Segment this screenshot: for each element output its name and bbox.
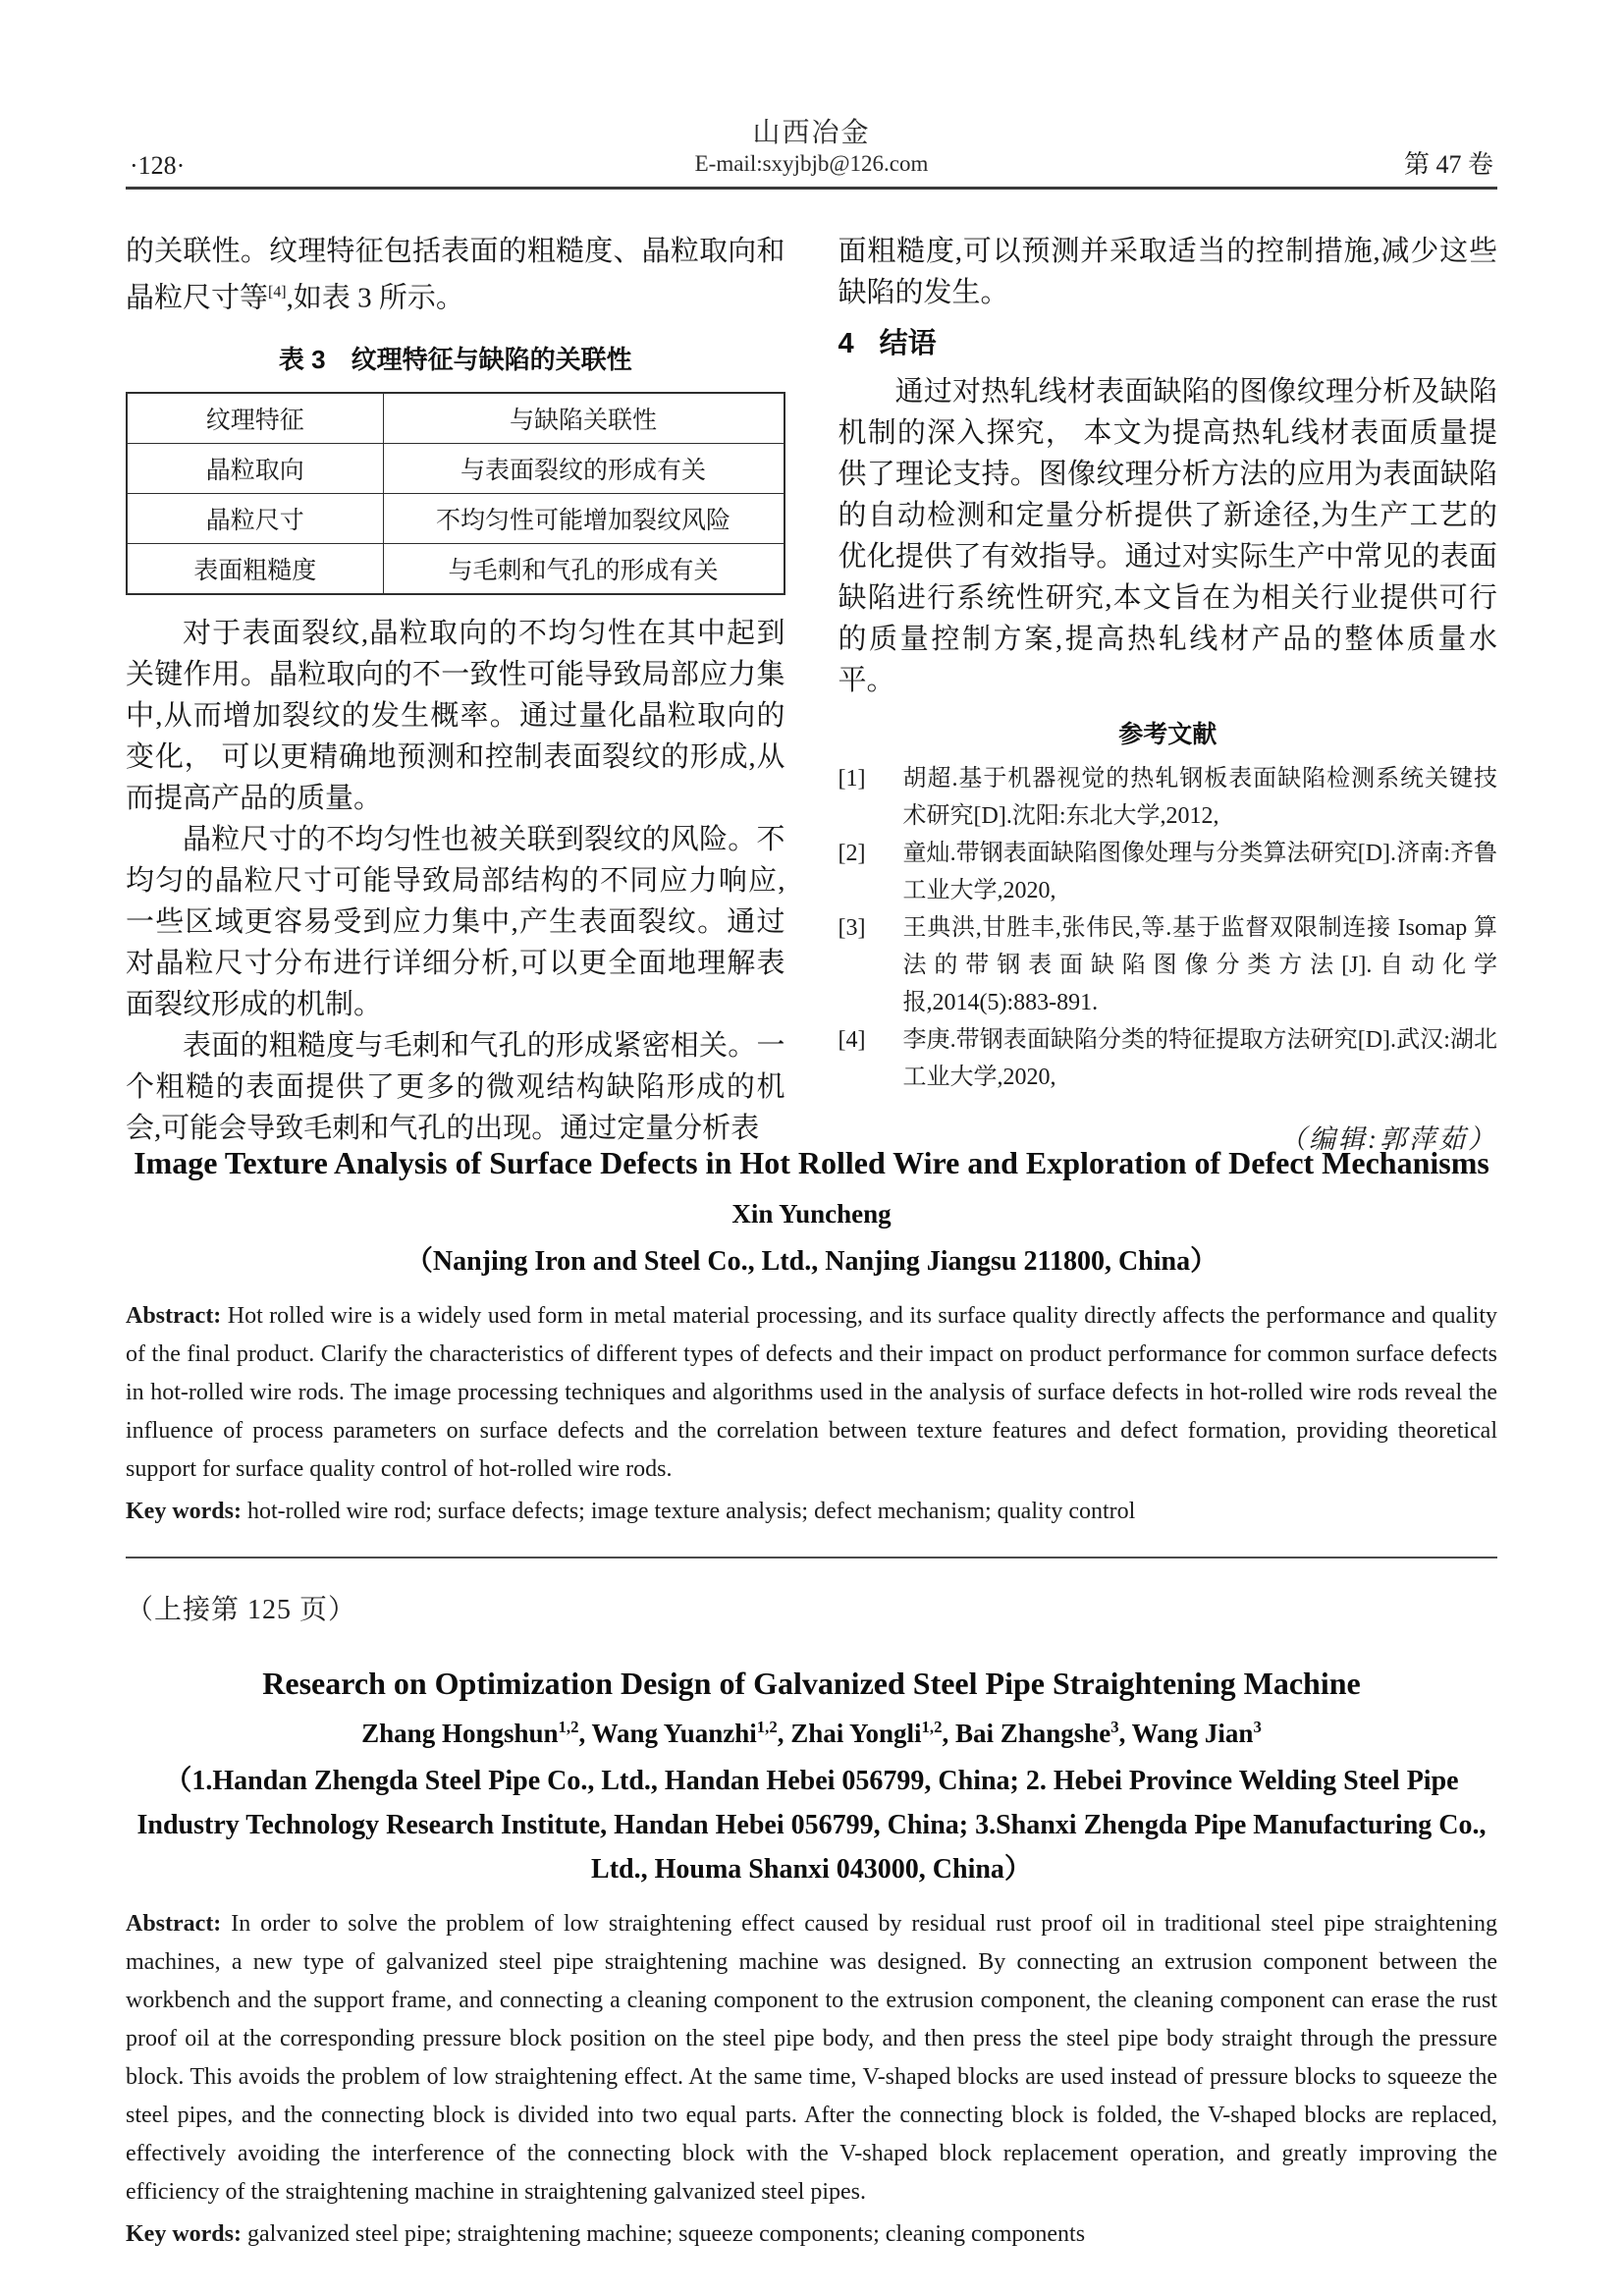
paper2-abstract [126, 1905, 1497, 2212]
reference-item [839, 1021, 1498, 1096]
journal-email: E-mail:sxyjbjb@126.com [694, 151, 929, 176]
continued-from-note: （上接第 125 页） [126, 1594, 357, 1625]
paper2-authors [126, 1718, 1497, 1749]
reference-item [839, 909, 1498, 1021]
page-number: ·128· [130, 150, 186, 180]
paper1-affiliation: （Nanjing Iron and Steel Co., Ltd., Nanjing Jiangsu 211800, China） [405, 1245, 1218, 1277]
citation-4-superscript: [4] [268, 283, 287, 301]
section-title: 结语 [879, 327, 937, 359]
reference-text: 童灿.带钢表面缺陷图像处理与分类算法研究[D].济南:齐鲁工业大学,2020, [902, 840, 1497, 903]
table-cell: 与表面裂纹的形成有关 [383, 444, 784, 494]
body-paragraph-grain-size: 晶粒尺寸的不均匀性也被关联到裂纹的风险。不均匀的晶粒尺寸可能导致局部结构的不同应力响应,一些区域更容易受到应力集中,产生表面裂纹。通过对晶粒尺寸分布进行详细分析,可以更全面地理解表面裂纹形成的机制。 [126, 824, 785, 1021]
table-row [127, 494, 784, 544]
reference-item [839, 835, 1498, 909]
author-separator: , [578, 1718, 592, 1748]
references-heading: 参考文献 [1118, 720, 1217, 748]
paper1-abstract [126, 1297, 1497, 1489]
paper1-title: Image Texture Analysis of Surface Defects in Hot Rolled Wire and Exploration of Defect Mechanisms [134, 1144, 1489, 1180]
table-row [127, 444, 784, 494]
reference-text: 胡超.基于机器视觉的热轧钢板表面缺陷检测系统关键技术研究[D].沈阳:东北大学,2012, [902, 765, 1497, 829]
keywords-label: Key words: [126, 2220, 242, 2247]
abstract-text: In order to solve the problem of low straightening effect caused by residual rust proof oil in traditional steel pipe straightening machines, a new type of galvanized steel pipe straightening machine was designed. By connecting an extrusion component between the workbench and the support frame, and connecting a cleaning component to the extrusion component, the cleaning component can erase the rust proof oil at the corresponding pressure block position on the steel pipe body, and then press the steel pipe body straight through the pressure block. This avoids the problem of low straightening effect. At the same time, V-shaped blocks are used instead of pressure blocks to squeeze the steel pipes, and the connecting block is divided into two equal parts. After the connecting block is folded, the V-shaped blocks are replaced, effectively avoiding the interference of the connecting block with the V-shaped block replacement operation, and greatly improving the efficiency of the straightening machine in straightening galvanized steel pipes. [126, 1910, 1497, 2205]
journal-masthead [126, 116, 1497, 187]
paper1-english-block [126, 1140, 1497, 1531]
table-header-cell: 纹理特征 [127, 393, 383, 444]
table-cell: 晶粒尺寸 [127, 494, 383, 544]
paper2-title: Research on Optimization Design of Galvanized Steel Pipe Straightening Machine [262, 1665, 1361, 1701]
reference-number: [4] [838, 1026, 866, 1053]
abstract-text: Hot rolled wire is a widely used form in metal material processing, and its surface quality directly affects the performance and quality of the final product. Clarify the characteristics of different types of defects and their impact on product performance for common surface defects in hot-rolled wire rods. The image processing techniques and algorithms used in the analysis of surface defects in hot-rolled wire rods reveal the influence of process parameters on surface defects and the correlation between texture features and defect formation, providing theoretical support for surface quality control of hot-rolled wire rods. [126, 1302, 1497, 1482]
paper2-english-block [126, 1661, 1497, 2254]
keywords-text: hot-rolled wire rod; surface defects; image texture analysis; defect mechanism; quality control [241, 1498, 1136, 1524]
table-cell: 晶粒取向 [127, 444, 383, 494]
left-column [126, 231, 785, 1145]
chinese-two-column-section [126, 231, 1497, 1154]
author-affil-superscript: 1,2 [756, 1717, 778, 1736]
author-name: Wang Jian [1131, 1718, 1254, 1748]
page-content [126, 0, 1497, 2254]
conclusion-paragraph: 通过对热轧线材表面缺陷的图像纹理分析及缺陷机制的深入探究， 本文为提高热轧线材表面质量提供了理论支持。图像纹理分析方法的应用为表面缺陷的自动检测和定量分析提供了新途径,为生产工艺的优化提供了有效指导。通过对实际生产中常见的表面缺陷进行系统性研究,本文旨在为相关行业提供可行的质量控制方案,提高热轧线材产品的整体质量水平。 [838, 375, 1497, 696]
author-separator: , [942, 1718, 955, 1748]
author-separator: , [777, 1718, 791, 1748]
section-number: 4 [838, 327, 854, 359]
table-header-cell: 与缺陷关联性 [383, 393, 784, 444]
author-name: Bai Zhangshe [954, 1718, 1111, 1748]
section-heading-conclusion [839, 321, 1498, 361]
body-paragraph-grain-orientation: 对于表面裂纹,晶粒取向的不均匀性在其中起到关键作用。晶粒取向的不一致性可能导致局部应力集中,从而增加裂纹的发生概率。通过量化晶粒取向的变化， 可以更精确地预测和控制表面裂纹的形成,从而提高产品的质量。 [126, 618, 785, 815]
author-affil-superscript: 3 [1253, 1717, 1262, 1736]
intro-text-post: ,如表 3 所示。 [286, 282, 464, 314]
keywords-label: Key words: [126, 1498, 242, 1524]
reference-number: [1] [838, 765, 866, 792]
editor-credit: （编辑:郭萍茹） [1279, 1123, 1497, 1154]
section-divider [126, 1557, 1497, 1558]
intro-paragraph [126, 231, 785, 319]
journal-name: 山西冶金 [752, 118, 871, 148]
body-paragraph-roughness: 表面的粗糙度与毛刺和气孔的形成紧密相关。一个粗糙的表面提供了更多的微观结构缺陷形成的机会,可能会导致毛刺和气孔的出现。通过定量分析表 [126, 1030, 785, 1145]
author-affil-superscript: 1,2 [558, 1717, 579, 1736]
abstract-label: Abstract: [126, 1910, 222, 1937]
table-cell: 不均匀性可能增加裂纹风险 [383, 494, 784, 544]
page-header [126, 0, 1497, 190]
volume-number: 第 47 卷 [1403, 149, 1493, 179]
intro-text-pre: 的关联性。纹理特征包括表面的粗糙度、晶粒取向和晶粒尺寸等 [126, 235, 785, 314]
reference-text: 王典洪,甘胜丰,张伟民,等.基于监督双限制连接 Isomap 算法的带钢表面缺陷图像分类方法[J].自动化学报,2014(5):883-891. [902, 914, 1497, 1015]
author-affil-superscript: 1,2 [921, 1717, 943, 1736]
author-name: Wang Yuanzhi [591, 1718, 757, 1748]
author-separator: , [1118, 1718, 1132, 1748]
reference-item [839, 760, 1498, 835]
paper2-affiliation: （1.Handan Zhengda Steel Pipe Co., Ltd., Handan Hebei 056799, China; 2. Hebei Province Welding Steel Pipe Industry Technology Research Institute, Handan Hebei 056799, China; 3.Shanxi Zhengda Pipe Manufacturing Co., Ltd., Houma Shanxi 043000, China） [136, 1765, 1487, 1885]
abstract-label: Abstract: [126, 1302, 222, 1329]
reference-number: [3] [838, 914, 866, 941]
table3-caption: 表 3 纹理特征与缺陷的关联性 [278, 345, 632, 375]
keywords-text: galvanized steel pipe; straightening machine; squeeze components; cleaning components [241, 2220, 1086, 2247]
paper1-author: Xin Yuncheng [731, 1198, 892, 1229]
table-row [127, 544, 784, 595]
table-cell: 表面粗糙度 [127, 544, 383, 595]
paper2-keywords [126, 2215, 1497, 2254]
reference-number: [2] [838, 840, 866, 866]
reference-text: 李庚.带钢表面缺陷分类的特征提取方法研究[D].武汉:湖北工业大学,2020, [902, 1026, 1497, 1090]
author-name: Zhang Hongshun [361, 1718, 559, 1748]
table-cell: 与毛刺和气孔的形成有关 [383, 544, 784, 595]
right-column [838, 231, 1498, 1154]
author-affil-superscript: 3 [1110, 1717, 1119, 1736]
table-row-header [127, 393, 784, 444]
table3 [126, 392, 785, 595]
paper1-keywords [126, 1493, 1497, 1531]
continuation-paragraph: 面粗糙度,可以预测并采取适当的控制措施,减少这些缺陷的发生。 [838, 235, 1497, 308]
author-name: Zhai Yongli [790, 1718, 922, 1748]
